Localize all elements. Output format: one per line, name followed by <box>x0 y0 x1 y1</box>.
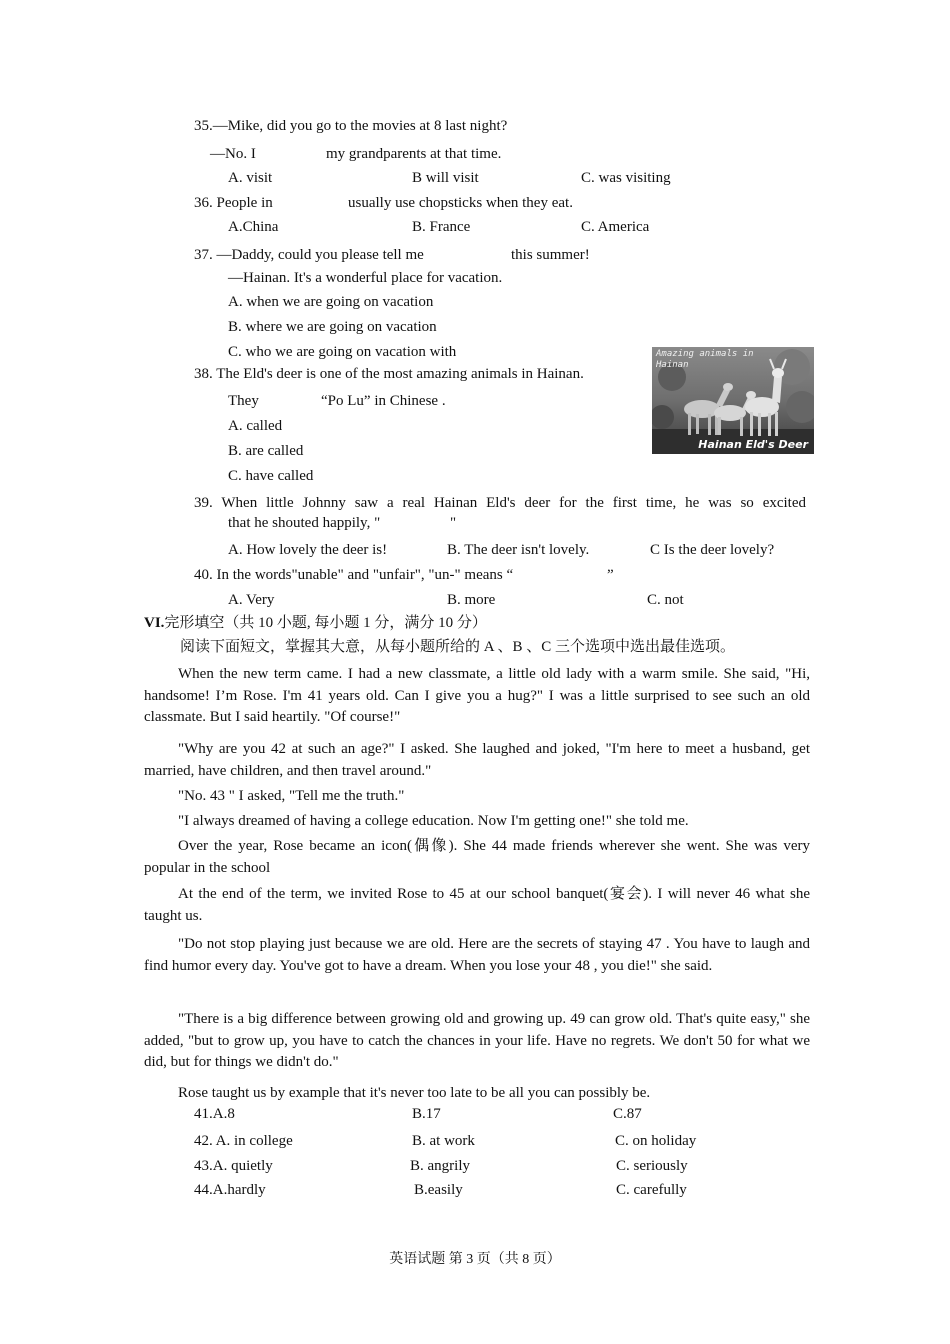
passage-paragraph-6 <box>144 884 810 927</box>
q40-option-c: C. not <box>647 592 684 608</box>
passage-paragraph-5 <box>144 836 810 879</box>
q38-option-c: C. have called <box>228 468 314 484</box>
page-footer: 英语试题 第 3 页（共 8 页） <box>389 1252 561 1267</box>
passage-paragraph-3 <box>144 786 810 808</box>
q35-option-c: C. was visiting <box>581 170 671 186</box>
q40-option-b: B. more <box>447 592 496 608</box>
q43-option-c: C. seriously <box>616 1158 688 1174</box>
passage-paragraph-8 <box>144 1009 810 1074</box>
passage-paragraph-5-text: Over the year, Rose became an icon(偶像). She 44 made friends wherever she went. She was very popular in the school <box>144 838 810 876</box>
passage-paragraph-1-text: When the new term came. I had a new classmate, a little old lady with a warm smile. She said, "Hi, handsome! I’m Rose. I'm 41 years old. Can I give you a hug?" I was a little surprised to see such an old classmate. But I said heartily. "Of course!" <box>144 666 810 725</box>
q43-option-a: 43.A. quietly <box>194 1158 273 1174</box>
q36-option-c: C. America <box>581 219 650 235</box>
q35-stem: 35.—Mike, did you go to the movies at 8 last night? <box>194 118 508 134</box>
passage-paragraph-7-text: "Do not stop playing just because we are old. Here are the secrets of staying 47 . You have to laugh and find humor every day. You've got to have a dream. When you lose your 48 , you die!" she said. <box>144 936 810 974</box>
section6-number: VI. <box>144 615 165 631</box>
section6-heading <box>144 613 487 633</box>
passage-paragraph-9 <box>144 1083 810 1105</box>
q38-line2-end: “Po Lu” in Chinese . <box>321 393 446 409</box>
section6-instruction: 阅读下面短文，掌握其大意，从每小题所给的 A 、B 、C 三个选项中选出最佳选项。 <box>180 639 736 655</box>
q40-stem-start: 40. In the words"unable" and "unfair", "un-" means “ <box>194 567 514 583</box>
photo-caption-bottom: Hainan Eld's Deer <box>698 438 808 451</box>
q41-option-b: B.17 <box>412 1106 441 1122</box>
section6-title: 完形填空（共 10 小题, 每小题 1 分，满分 10 分） <box>164 615 487 631</box>
q44-option-a: 44.A.hardly <box>194 1182 266 1198</box>
q39-option-c: C Is the deer lovely? <box>650 542 775 558</box>
passage-paragraph-4 <box>144 811 810 833</box>
passage-paragraph-3-text: "No. 43 " I asked, "Tell me the truth." <box>178 788 405 804</box>
q38-option-b: B. are called <box>228 443 304 459</box>
passage-paragraph-8-text: "There is a big difference between growing old and growing up. 49 can grow old. That's quite easy," she added, "but to grow up, you have to catch the chances in your life. Have no regrets. We don't 50 for what we did, but for things we didn't do." <box>144 1011 810 1070</box>
q39-stem-line2-start: that he shouted happily, " <box>228 515 381 531</box>
passage-paragraph-1 <box>144 664 810 729</box>
q43-option-b: B. angrily <box>410 1158 470 1174</box>
q41-option-c: C.87 <box>613 1106 642 1122</box>
passage-paragraph-2-text: "Why are you 42 at such an age?" I asked. She laughed and joked, "I'm here to meet a husband, get married, have children, and then travel around." <box>144 741 810 779</box>
q40-stem-end: ” <box>607 567 614 583</box>
q35-line2-start: —No. I <box>210 146 256 162</box>
q38-line2-start: They <box>228 393 259 409</box>
q36-stem-end: usually use chopsticks when they eat. <box>348 195 573 211</box>
q39-stem-line2-end: " <box>450 515 457 531</box>
passage-paragraph-6-text: At the end of the term, we invited Rose to 45 at our school banquet(宴会). I will never 46 what she taught us. <box>144 886 810 924</box>
q37-option-b: B. where we are going on vacation <box>228 319 437 335</box>
q42-option-a: 42. A. in college <box>194 1133 293 1149</box>
q42-option-b: B. at work <box>412 1133 475 1149</box>
q38-option-a: A. called <box>228 418 283 434</box>
q37-option-c: C. who we are going on vacation with <box>228 344 457 360</box>
q41-option-a: 41.A.8 <box>194 1106 235 1122</box>
q40-option-a: A. Very <box>228 592 275 608</box>
q44-option-c: C. carefully <box>616 1182 687 1198</box>
q35-option-b: B will visit <box>412 170 479 186</box>
q36-stem-start: 36. People in <box>194 195 273 211</box>
passage-paragraph-2 <box>144 739 810 782</box>
q36-option-a: A.China <box>228 219 279 235</box>
q44-option-b: B.easily <box>414 1182 463 1198</box>
q37-stem-end: this summer! <box>511 247 590 263</box>
q37-line2: —Hainan. It's a wonderful place for vacation. <box>228 270 503 286</box>
photo-caption-top: Amazing animals in Hainan <box>656 349 754 370</box>
q42-option-c: C. on holiday <box>615 1133 697 1149</box>
q39-option-b: B. The deer isn't lovely. <box>447 542 590 558</box>
q35-line2-end: my grandparents at that time. <box>326 146 502 162</box>
passage-paragraph-4-text: "I always dreamed of having a college education. Now I'm getting one!" she told me. <box>178 813 689 829</box>
passage-paragraph-7 <box>144 934 810 977</box>
q39-stem-line1: 39. When little Johnny saw a real Hainan Eld's deer for the first time, he was so excited <box>194 495 806 511</box>
q38-stem: 38. The Eld's deer is one of the most amazing animals in Hainan. <box>194 366 584 382</box>
passage-paragraph-9-text: Rose taught us by example that it's never too late to be all you can possibly be. <box>178 1085 651 1101</box>
deer-photo <box>652 347 814 454</box>
q39-option-a: A. How lovely the deer is! <box>228 542 388 558</box>
q35-option-a: A. visit <box>228 170 273 186</box>
q36-option-b: B. France <box>412 219 471 235</box>
q37-option-a: A. when we are going on vacation <box>228 294 434 310</box>
q37-stem-start: 37. —Daddy, could you please tell me <box>194 247 424 263</box>
